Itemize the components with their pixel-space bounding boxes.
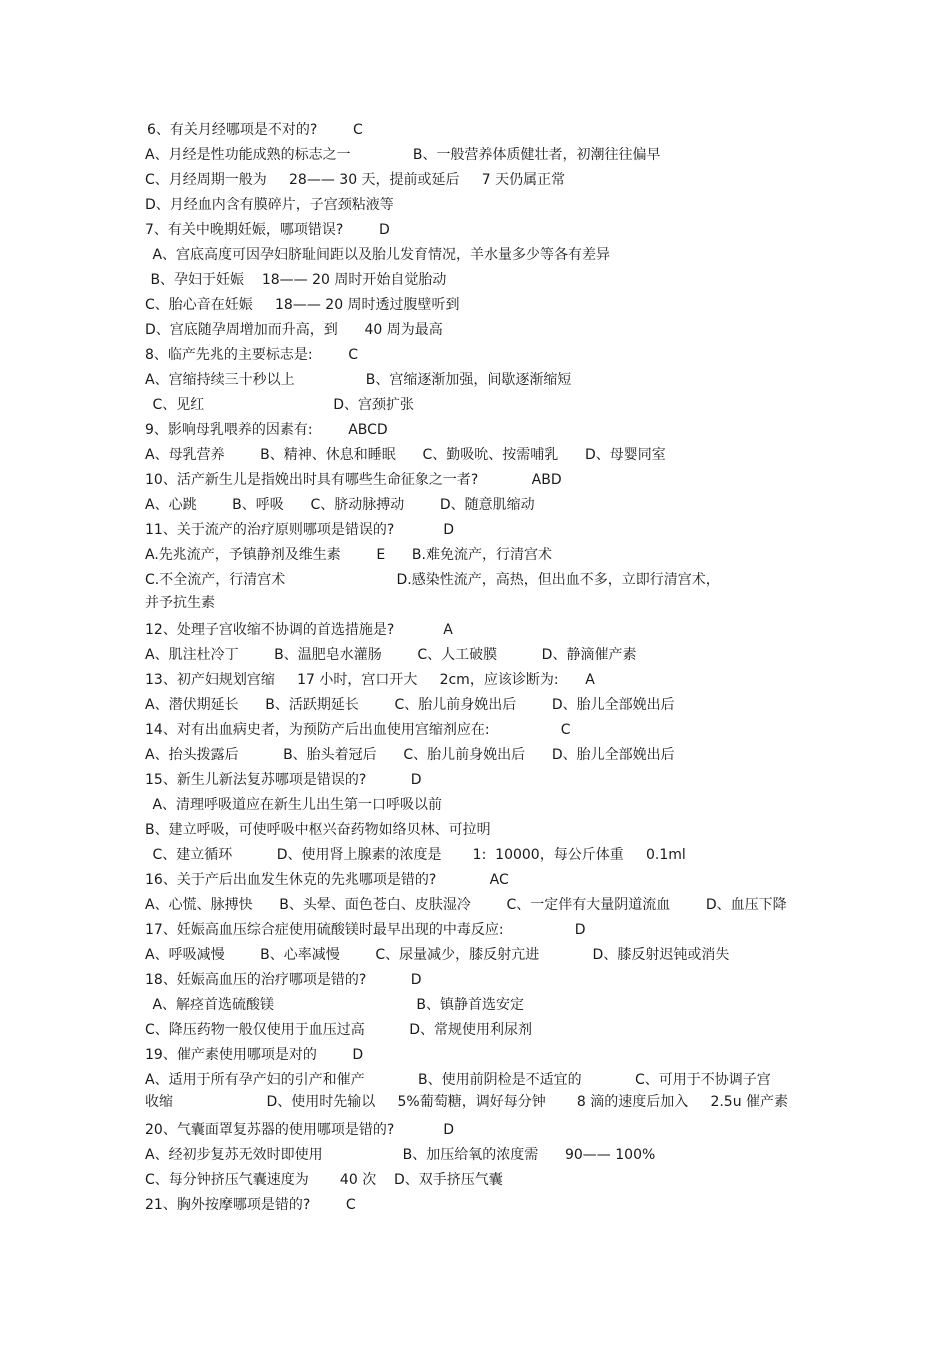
text-line: C.不全流产，行清宫术 D.感染性流产，高热，但出血不多，立即行清宫术， <box>145 572 720 588</box>
text-line: 12、处理子宫收缩不协调的首选措施是? A <box>145 622 453 638</box>
text-line: D、月经血内含有膜碎片，子宫颈粘液等 <box>145 197 394 213</box>
text-line: 8、临产先兆的主要标志是: C <box>145 347 359 363</box>
text-line: C、月经周期一般为 28—— 30 天，提前或延后 7 天仍属正常 <box>145 172 566 188</box>
text-line: C、胎心音在妊娠 18—— 20 周时透过腹壁听到 <box>145 297 460 313</box>
text-line: B、建立呼吸，可使呼吸中枢兴奋药物如络贝林、可拉明 <box>145 822 491 838</box>
text-line: A、宫底高度可因孕妇脐耻间距以及胎儿发育情况，羊水量多少等各有差异 <box>148 247 611 263</box>
text-line: 18、妊娠高血压的治疗哪项是错的? D <box>145 972 422 988</box>
text-line: A、心跳 B、呼吸 C、脐动脉搏动 D、随意肌缩动 <box>145 497 535 513</box>
text-line: A、清理呼吸道应在新生儿出生第一口呼吸以前 <box>148 797 443 813</box>
text-line: 19、催产素使用哪项是对的 D <box>145 1047 364 1063</box>
text-line: 15、新生儿新法复苏哪项是错误的? D <box>145 772 422 788</box>
text-line: A、月经是性功能成熟的标志之一 B、一般营养体质健壮者，初潮往往偏早 <box>145 147 661 163</box>
text-line: A、适用于所有孕产妇的引产和催产 B、使用前阴检是不适宜的 C、可用于不协调子宫 <box>145 1072 771 1088</box>
text-line: 并予抗生素 <box>145 595 215 611</box>
text-line: A、母乳营养 B、精神、休息和睡眠 C、勤吸吮、按需哺乳 D、母婴同室 <box>145 447 666 463</box>
text-line: A、潜伏期延长 B、活跃期延长 C、胎儿前身娩出后 D、胎儿全部娩出后 <box>145 697 675 713</box>
text-line: C、每分钟挤压气囊速度为 40 次 D、双手挤压气囊 <box>145 1172 503 1188</box>
text-line: 14、对有出血病史者，为预防产后出血使用宫缩剂应在: C <box>145 722 571 738</box>
text-line: 13、初产妇规划宫缩 17 小时，宫口开大 2cm，应该诊断为: A <box>145 672 595 688</box>
text-line: A、经初步复苏无效时即使用 B、加压给氧的浓度需 90—— 100% <box>145 1147 656 1163</box>
text-line: 21、胸外按摩哪项是错的? C <box>145 1197 356 1213</box>
text-line: A、心慌、脉搏快 B、头晕、面色苍白、皮肤湿冷 C、一定伴有大量阴道流血 D、血压下降 <box>145 897 787 913</box>
text-line: A、宫缩持续三十秒以上 B、宫缩逐渐加强，间歇逐渐缩短 <box>145 372 572 388</box>
text-line: A、呼吸减慢 B、心率减慢 C、尿量减少，膝反射亢进 D、膝反射迟钝或消失 <box>145 947 730 963</box>
text-line: 11、关于流产的治疗原则哪项是错误的? D <box>145 522 454 538</box>
text-line: A、抬头拨露后 B、胎头着冠后 C、胎儿前身娩出后 D、胎儿全部娩出后 <box>145 747 675 763</box>
text-line: 20、气囊面罩复苏器的使用哪项是错的? D <box>145 1122 454 1138</box>
text-line: A.先兆流产，予镇静剂及维生素 E B.难免流产，行清宫术 <box>145 547 552 563</box>
text-line: 6、有关月经哪项是不对的? C <box>147 122 363 138</box>
text-line: C、建立循环 D、使用肾上腺素的浓度是 1: 10000，每公斤体重 0.1ml <box>148 847 686 863</box>
text-line: A、解痉首选硫酸镁 B、镇静首选安定 <box>148 997 525 1013</box>
text-line: 9、影响母乳喂养的因素有: ABCD <box>145 422 388 438</box>
text-line: D、宫底随孕周增加而升高，到 40 周为最高 <box>145 322 443 338</box>
text-line: B、孕妇于妊娠 18—— 20 周时开始自觉胎动 <box>146 272 447 288</box>
text-line: 16、关于产后出血发生休克的先兆哪项是错的? AC <box>145 872 509 888</box>
text-line: A、肌注杜冷丁 B、温肥皂水灌肠 C、人工破膜 D、静滴催产素 <box>145 647 637 663</box>
text-line: C、降压药物一般仅使用于血压过高 D、常规使用利尿剂 <box>145 1022 533 1038</box>
text-line: 10、活产新生儿是指娩出时具有哪些生命征象之一者? ABD <box>145 472 562 488</box>
text-line: C、见红 D、宫颈扩张 <box>148 397 415 413</box>
text-line: 17、妊娠高血压综合症使用硫酸镁时最早出现的中毒反应: D <box>145 922 586 938</box>
text-line: 7、有关中晚期妊娠，哪项错误? D <box>145 222 390 238</box>
text-line: 收缩 D、使用时先输以 5%葡萄糖，调好每分钟 8 滴的速度后加入 2.5u 催产素 <box>145 1094 789 1110</box>
